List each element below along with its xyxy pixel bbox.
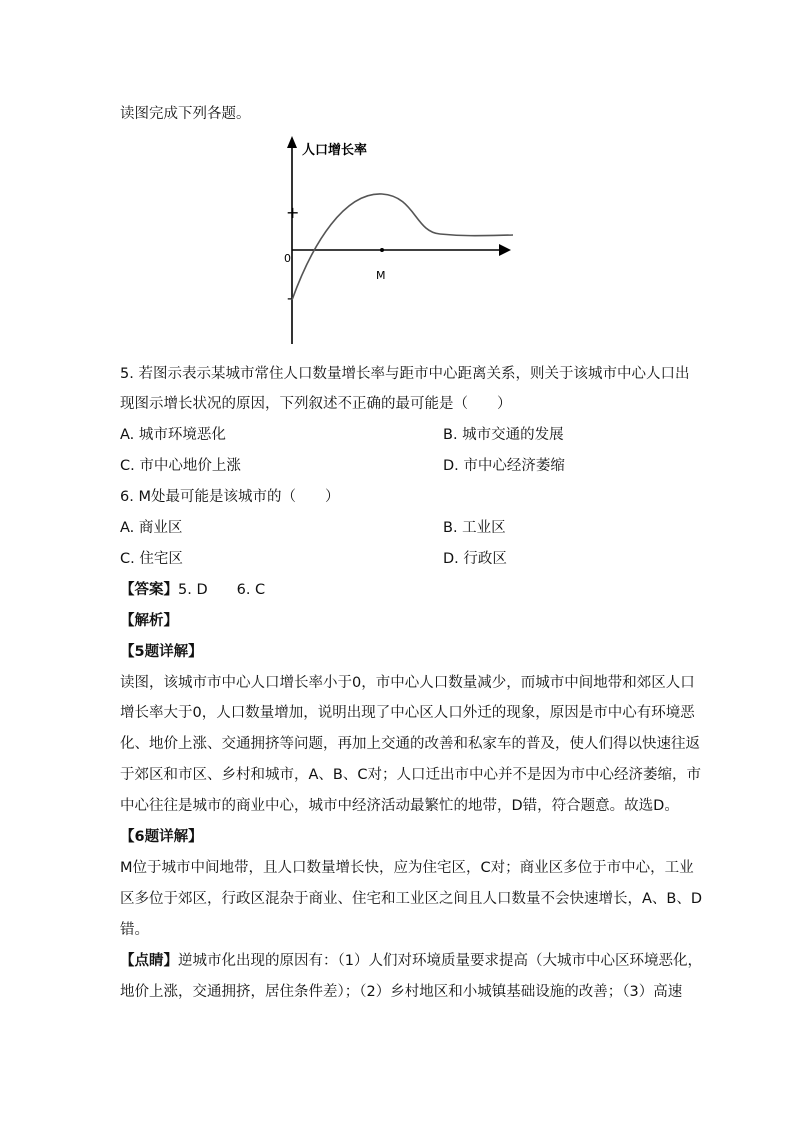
q5-stem-line2: 现图示增长状况的原因，下列叙述不正确的最可能是（ ） [120, 396, 512, 412]
q6-option-d: D. 行政区 [443, 551, 507, 567]
m-label: M [376, 269, 386, 282]
q5-option-b: B. 城市交通的发展 [443, 427, 564, 443]
y-axis-arrow [287, 136, 297, 148]
q6-detail-label: 【6题详解】 [120, 829, 203, 845]
minus-tick-label: - [287, 289, 293, 307]
q5-option-a: A. 城市环境恶化 [120, 427, 226, 443]
q5-option-d: D. 市中心经济萎缩 [443, 458, 565, 474]
q6-option-b: B. 工业区 [443, 520, 506, 536]
population-growth-figure [275, 132, 535, 347]
q5-detail-line: 增长率大于0，人口数量增加，说明出现了中心区人口外迁的现象，原因是市中心有环境恶 [120, 705, 695, 721]
q5-option-c: C. 市中心地价上涨 [120, 458, 241, 474]
tip-line2: 地价上涨，交通拥挤，居住条件差）；（2）乡村地区和小城镇基础设施的改善；（3）高速 [120, 984, 683, 1000]
intro-text: 读图完成下列各题。 [120, 106, 251, 122]
tip-label: 【点睛】 [120, 953, 178, 969]
y-axis-label: 人口增长率 [302, 143, 368, 158]
x-axis-arrow [499, 244, 511, 256]
q6-detail-line: M位于城市中间地带，且人口数量增长快，应为住宅区，C对；商业区多位于市中心，工业 [120, 860, 694, 876]
m-point [380, 248, 384, 252]
growth-curve [292, 194, 513, 300]
q5-detail-line: 中心往往是城市的商业中心，城市中经济活动最繁忙的地带，D错，符合题意。故选D。 [120, 798, 679, 814]
q6-stem: 6. M处最可能是该城市的（ ） [120, 489, 340, 505]
tip-row [120, 951, 702, 971]
plus-tick-label: + [286, 203, 300, 222]
q6-detail-line: 错。 [120, 922, 149, 938]
q6-detail-line: 区多位于郊区，行政区混杂于商业、住宅和工业区之间且人口数量不会快速增长，A、B、D [120, 891, 703, 907]
origin-label: 0 [284, 252, 291, 265]
tip-line1: 逆城市化出现的原因有：（1）人们对环境质量要求提高（大城市中心区环境恶化， [178, 953, 702, 969]
answer-row [120, 580, 265, 600]
answer-label: 【答案】 [120, 582, 178, 598]
q6-option-c: C. 住宅区 [120, 551, 183, 567]
analysis-label: 【解析】 [120, 613, 178, 629]
answer-text: 5. D 6. C [178, 582, 266, 598]
q5-detail-label: 【5题详解】 [120, 644, 203, 660]
q5-detail-line: 读图，该城市市中心人口增长率小于0，市中心人口数量减少，而城市中间地带和郊区人口 [120, 675, 695, 691]
q5-detail-line: 于郊区和市区、乡村和城市，A、B、C对；人口迁出市中心并不是因为市中心经济萎缩，市 [120, 767, 701, 783]
q5-detail-line: 化、地价上涨、交通拥挤等问题，再加上交通的改善和私家车的普及，使人们得以快速往返 [120, 736, 700, 752]
q5-stem-line1: 5. 若图示表示某城市常住人口数量增长率与距市中心距离关系，则关于该城市中心人口出 [120, 366, 690, 382]
q6-option-a: A. 商业区 [120, 520, 183, 536]
